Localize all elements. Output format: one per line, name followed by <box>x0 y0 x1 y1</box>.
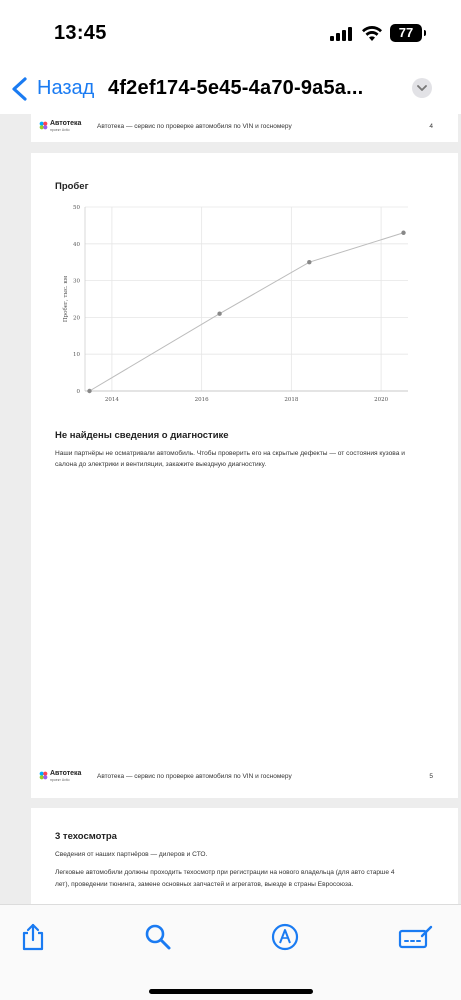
share-icon[interactable] <box>18 922 48 952</box>
page-footer-text: Автотека — сервис по проверке автомобиля по VIN и госномеру <box>97 773 292 780</box>
data-point <box>217 312 221 316</box>
y-tick-label: 10 <box>73 352 80 359</box>
y-tick-label: 30 <box>73 278 80 285</box>
battery-indicator: 77 <box>390 24 422 42</box>
form-fill-icon[interactable] <box>398 922 434 952</box>
logo-subtext: проект Avito <box>50 128 70 132</box>
status-time: 13:45 <box>54 22 107 44</box>
home-indicator <box>149 989 313 994</box>
back-chevron-icon[interactable] <box>10 77 30 101</box>
logo-text: Автотека <box>50 770 82 777</box>
data-point <box>401 231 405 235</box>
page-number: 5 <box>429 773 433 780</box>
document-page-5 <box>31 153 458 798</box>
logo-text: Автотека <box>50 120 82 127</box>
x-tick-label: 2020 <box>374 397 389 403</box>
page-header-text: Автотека — сервис по проверке автомобиля по VIN и госномеру <box>97 123 292 130</box>
document-page-4 <box>31 114 458 142</box>
mileage-chart <box>31 153 458 423</box>
inspections-text: Легковые автомобили должны проходить техосмотр при регистрации на нового владельца (для авто старше 4 лет), проведении тюнинга, замене основных запчастей и агрегатов, выезде в страны Евросоюза. <box>55 869 395 888</box>
y-tick-label: 50 <box>73 205 80 211</box>
x-tick-label: 2018 <box>284 397 299 403</box>
y-tick-label: 40 <box>73 241 80 248</box>
markup-icon[interactable] <box>270 922 300 952</box>
document-title: 4f2ef174-5e45-4a70-9a5a... <box>108 77 364 99</box>
logo-subtext: проект Avito <box>50 778 70 782</box>
y-axis-label: Пробег, тыс. км <box>63 275 69 323</box>
data-point <box>87 389 91 393</box>
data-point <box>307 260 311 264</box>
cellular-signal-icon <box>330 27 352 41</box>
wifi-icon <box>361 24 383 42</box>
avtoteka-logo-mark-icon <box>39 771 48 780</box>
mileage-line <box>89 233 403 391</box>
y-tick-label: 0 <box>76 389 80 395</box>
avtoteka-logo <box>39 120 89 134</box>
no-diagnostics-text: Наши партнёры не осматривали автомобиль. Чтобы проверить его на скрытые дефекты — от состояния кузова и салона до электрики и вентиляции, закажите выездную диагностику. <box>55 450 405 468</box>
page-number: 4 <box>429 123 433 130</box>
avtoteka-logo-mark-icon <box>39 121 48 130</box>
inspections-title: 3 техосмотра <box>55 831 117 842</box>
navigation-bar <box>0 62 461 114</box>
chevron-down-icon <box>417 84 427 92</box>
document-page-6 <box>31 808 458 904</box>
x-tick-label: 2014 <box>104 397 119 403</box>
bottom-toolbar <box>0 904 461 1000</box>
status-bar <box>0 0 461 62</box>
avtoteka-logo <box>39 770 89 784</box>
y-tick-label: 20 <box>73 315 80 322</box>
inspections-subtitle: Сведения от наших партнёров — дилеров и СТО. <box>55 851 208 858</box>
x-tick-label: 2016 <box>194 397 209 403</box>
chart-title: Пробег <box>55 181 89 192</box>
title-menu-button[interactable] <box>412 78 432 98</box>
back-button[interactable]: Назад <box>37 77 95 99</box>
search-icon[interactable] <box>143 922 173 952</box>
no-diagnostics-title: Не найдены сведения о диагностике <box>55 430 229 441</box>
